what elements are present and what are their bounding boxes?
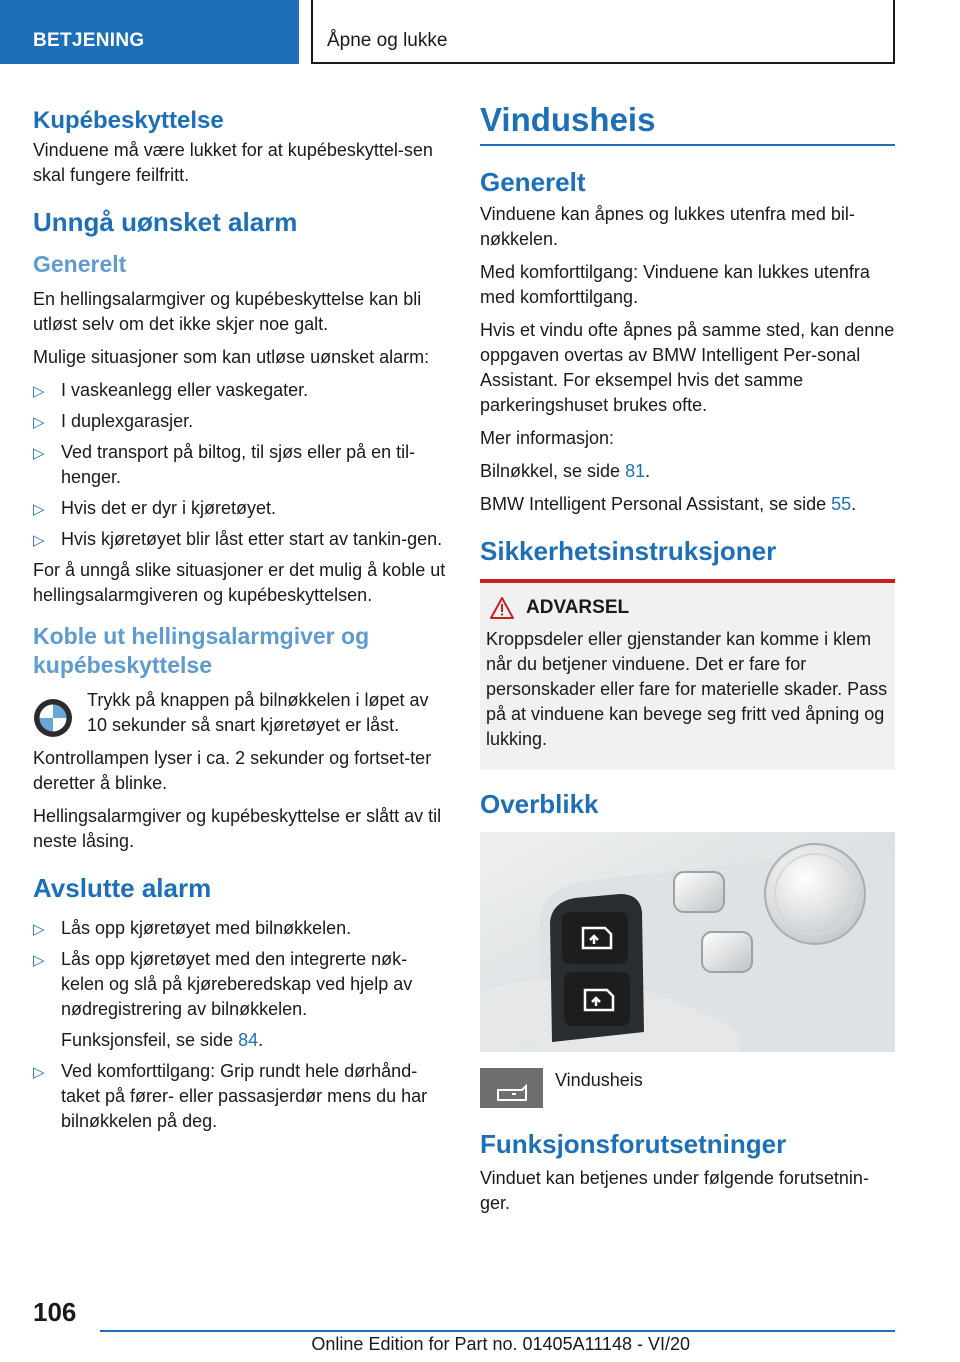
alarm-heading: Unngå uønsket alarm (33, 207, 298, 237)
warning-label: ADVARSEL (526, 597, 630, 618)
list-item: ▷ Lås opp kjøretøyet med bilnøkkelen. (33, 916, 447, 941)
list-item: ▷ I duplexgarasjer. (33, 409, 447, 434)
alarm-p3: For å unngå slike situasjoner er det mulig å koble ut hellingsalarmgiveren og kupébeskyttelsen. (33, 560, 446, 605)
triangle-bullet-icon: ▷ (33, 501, 45, 518)
legend-label: Vindusheis (555, 1070, 643, 1090)
funksjon-text: Vinduet kan betjenes under følgende forutsetnin-ger. (480, 1168, 869, 1213)
list-item: ▷ Lås opp kjøretøyet med den integrerte nøk-kelen og slå på kjøreberedskap ved hjelp av nødregistrering av bilnøkkelen. Funksjonsfeil, se side 84. (33, 947, 447, 1053)
list-item: ▷ Ved komforttilgang: Grip rundt hele dørhånd-taket på fører- eller passasjerdør mens du har bilnøkkelen på deg. (33, 1061, 428, 1131)
right-column (480, 100, 895, 1224)
warning-triangle-icon (490, 597, 514, 619)
chapter-title: Åpne og lukke (311, 0, 895, 64)
legend-row (480, 1068, 895, 1108)
malfunction-ref: Funksjonsfeil, se side 84. (61, 1030, 264, 1050)
triangle-bullet-icon: ▷ (33, 414, 45, 431)
warning-header (486, 597, 889, 619)
triangle-bullet-icon: ▷ (33, 532, 45, 549)
page-number: 106 (33, 1297, 77, 1327)
window-switch-photo (480, 832, 895, 1052)
list-item: ▷ Hvis kjøretøyet blir låst etter start av tankin-gen. (33, 527, 447, 552)
generelt-p2: Med komforttilgang: Vinduene kan lukkes utenfra med komforttilgang. (480, 262, 870, 307)
warning-box (480, 579, 895, 770)
triangle-bullet-icon: ▷ (33, 952, 45, 969)
kupe-text: Vinduene må være lukket for at kupébeskyttel-sen skal fungere feilfritt. (33, 140, 433, 185)
triangle-bullet-icon: ▷ (33, 921, 45, 938)
triangle-bullet-icon: ▷ (33, 1064, 45, 1081)
alarm-p2: Mulige situasjoner som kan utløse uønsket alarm: (33, 347, 430, 367)
page-link-84[interactable]: 84 (238, 1030, 259, 1050)
bmw-key-icon (33, 698, 73, 738)
funksjon-heading: Funksjonsforutsetninger (480, 1129, 787, 1159)
kupe-heading: Kupébeskyttelse (33, 107, 224, 134)
generelt-p4: Mer informasjon: (480, 428, 615, 448)
vindusheis-heading: Vindusheis (480, 100, 895, 146)
ref-assistant: BMW Intelligent Personal Assistant, se side 55. (480, 494, 857, 514)
generelt-heading: Generelt (480, 167, 586, 197)
triangle-bullet-icon: ▷ (33, 445, 45, 462)
overblikk-heading: Overblikk (480, 789, 599, 819)
koble-heading: Koble ut hellingsalarmgiver og kupébeskyttelse (33, 623, 370, 678)
left-column (33, 100, 447, 1140)
alarm-generelt-heading: Generelt (33, 251, 127, 277)
alarm-p1: En hellingsalarmgiver og kupébeskyttelse kan bli utløst selv om det ikke skjer noe galt. (33, 289, 422, 334)
warning-text: Kroppsdeler eller gjenstander kan komme i klem når du betjener vinduene. Det er fare for personskader eller fare for materielle skader. Pass på at vinduene kan bevege seg fritt ved åpning og lukking. (486, 629, 888, 749)
avslutte-heading: Avslutte alarm (33, 873, 212, 903)
generelt-p3: Hvis et vindu ofte åpnes på samme sted, kan denne oppgaven overtas av BMW Intelligent Per-sonal Assistant. For eksempel hvis det samme parkeringshuset brukes ofte. (480, 320, 895, 415)
generelt-p1: Vinduene kan åpnes og lukkes utenfra med bil-nøkkelen. (480, 204, 855, 249)
list-item: ▷ Hvis det er dyr i kjøretøyet. (33, 496, 447, 521)
ref-bilnokkel: Bilnøkkel, se side 81. (480, 461, 651, 481)
key-instruction (33, 688, 447, 738)
page-link-81[interactable]: 81 (625, 461, 646, 481)
alarm-list (33, 378, 447, 552)
footer-divider (100, 1330, 895, 1332)
list-item: ▷ Ved transport på biltog, til sjøs eller på en til-henger. (33, 442, 416, 487)
page-header (0, 0, 960, 66)
window-switch-icon (480, 1068, 543, 1108)
list-item: ▷ I vaskeanlegg eller vaskegater. (33, 378, 447, 403)
page-link-55[interactable]: 55 (831, 494, 852, 514)
key-text: Trykk på knappen på bilnøkkelen i løpet av 10 sekunder så snart kjøretøyet er låst. (87, 690, 429, 735)
avslutte-list (33, 916, 447, 1134)
koble-p2: Hellingsalarmgiver og kupébeskyttelse er slått av til neste låsing. (33, 806, 442, 851)
footer-edition: Online Edition for Part no. 01405A11148 - VI/20 (311, 1334, 690, 1354)
sikkerhet-heading: Sikkerhetsinstruksjoner (480, 536, 777, 566)
section-tab: BETJENING (0, 0, 299, 64)
triangle-bullet-icon: ▷ (33, 383, 45, 400)
koble-p1: Kontrollampen lyser i ca. 2 sekunder og fortset-ter deretter å blinke. (33, 748, 432, 793)
